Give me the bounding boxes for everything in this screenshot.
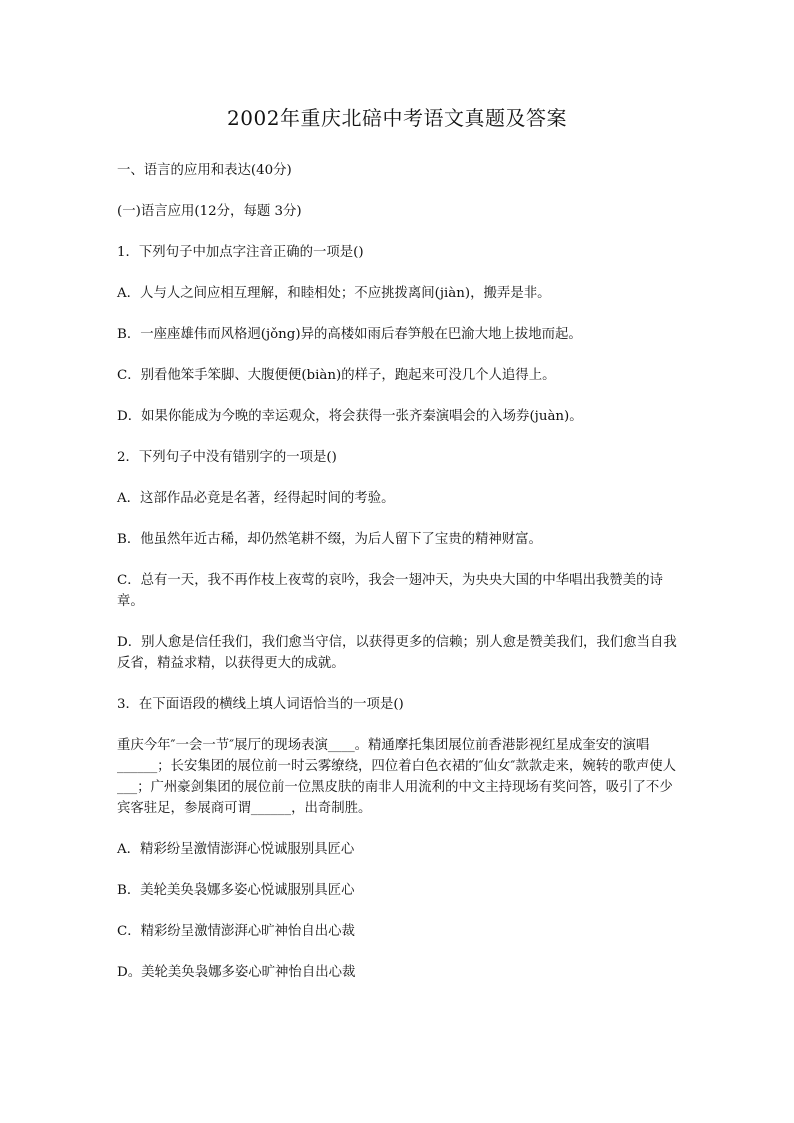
section-heading: 一、语言的应用和表达(40分) <box>117 163 292 178</box>
question-3-option-a: A．精彩纷呈激情澎湃心悦诚服别具匠心 <box>117 842 355 857</box>
question-2-option-c: C．总有一天，我不再作枝上夜莺的哀吟，我会一翅冲天，为央央大国的中华唱出我赞美的诗章。 <box>117 573 663 609</box>
question-2-option-d: D．别人愈是信任我们，我们愈当守信，以获得更多的信赖；别人愈是赞美我们，我们愈当自我反省，精益求精，以获得更大的成就。 <box>117 635 677 671</box>
subsection-heading: (一)语言应用(12分，每题 3分) <box>117 204 302 219</box>
question-1-stem: 1．下列句子中加点字注音正确的一项是() <box>117 245 364 260</box>
question-3-option-c: C．精彩纷呈激情澎湃心旷神怡自出心裁 <box>117 924 355 939</box>
question-2-stem: 2．下列句子中没有错别字的一项是() <box>117 450 337 465</box>
question-3-passage: 重庆今年″一会一节″展厅的现场表演____。精通摩托集团展位前香港影视红星成奎安的演唱______；长安集团的展位前一时云雾缭绕，四位着白色衣裙的″仙女″款款走来，婉转的歌声使人___；广州豪剑集团的展位前一位黑皮肤的南非人用流利的中文主持现场有奖问答，吸引了不少宾客驻足，参展商可谓______，出奇制胜。 <box>117 738 677 816</box>
question-2-option-a: A．这部作品必竟是名著，经得起时间的考验。 <box>117 491 395 506</box>
question-2-option-b: B．他虽然年近古稀，却仍然笔耕不缀，为后人留下了宝贵的精神财富。 <box>117 532 542 547</box>
question-1-option-a: A．人与人之间应相互理解，和睦相处；不应挑拨离间(jiàn)，搬弄是非。 <box>117 286 551 301</box>
document-title: 2002年重庆北碚中考语文真题及答案 <box>227 106 567 130</box>
question-3-option-b: B．美轮美奂袅娜多姿心悦诚服别具匠心 <box>117 883 355 898</box>
question-3-stem: 3．在下面语段的横线上填人词语恰当的一项是() <box>117 697 404 712</box>
question-1-option-d: D．如果你能成为今晚的幸运观众，将会获得一张齐秦演唱会的入场券(juàn)。 <box>117 409 583 424</box>
document-body <box>117 160 679 1003</box>
question-1-option-b: B．一座座雄伟而风格迥(jǒng)异的高楼如雨后春笋般在巴渝大地上拔地而起。 <box>117 327 582 342</box>
question-1-option-c: C．别看他笨手笨脚、大腹便便(biàn)的样子，跑起来可没几个人追得上。 <box>117 368 556 383</box>
question-3-option-d: D。美轮美奂袅娜多姿心旷神怡自出心裁 <box>117 965 356 980</box>
